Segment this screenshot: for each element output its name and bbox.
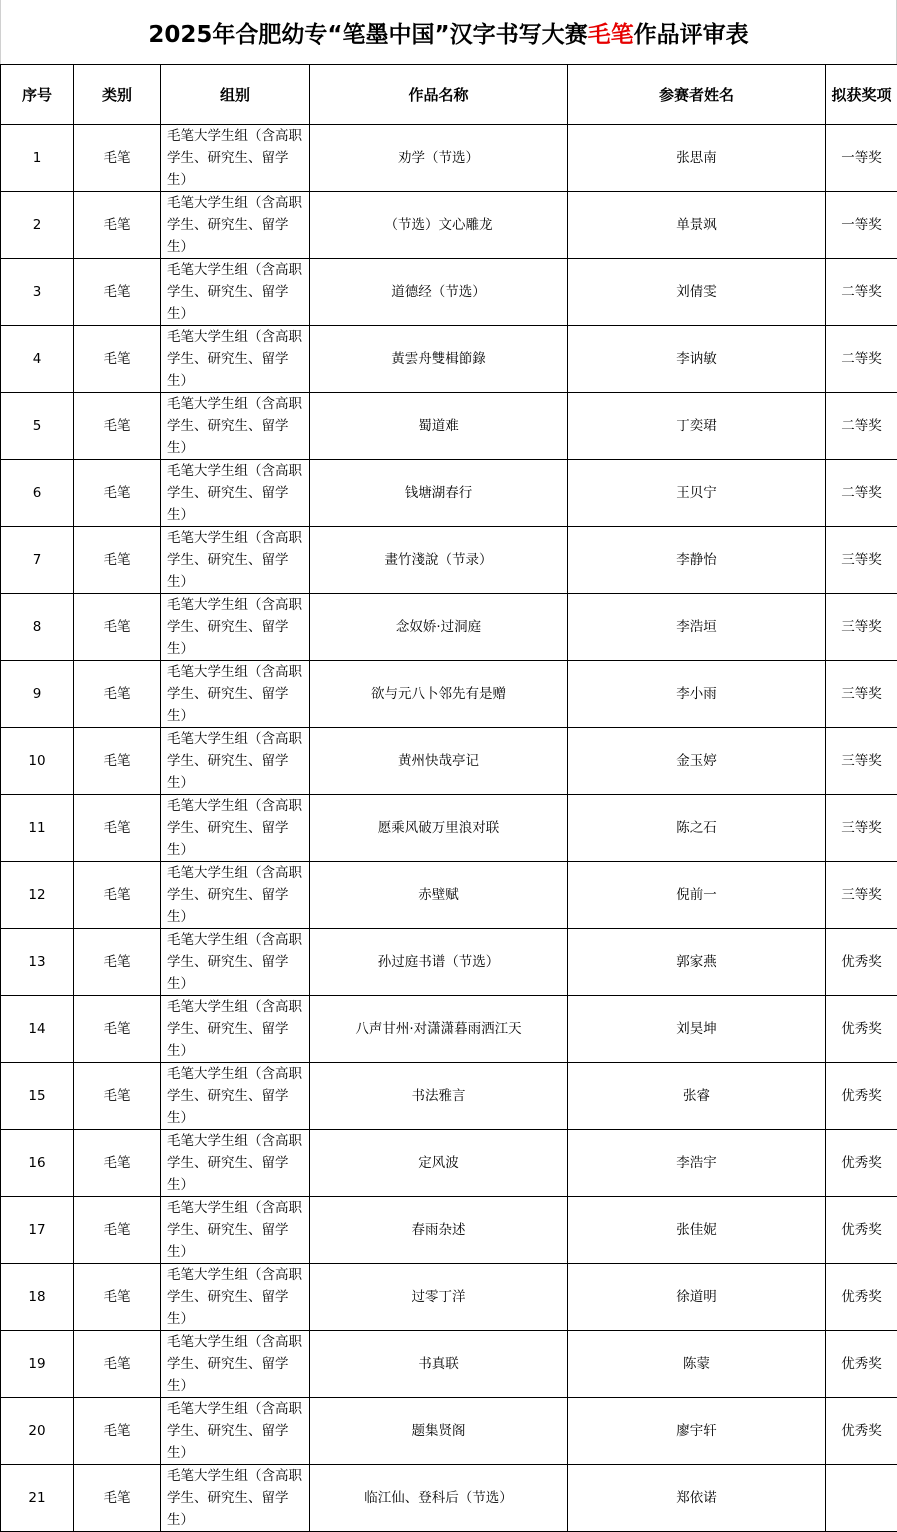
cell-type: 毛笔	[74, 661, 161, 728]
cell-no: 8	[1, 594, 74, 661]
cell-name: 张思南	[568, 125, 826, 192]
cell-name: 李浩垣	[568, 594, 826, 661]
header-type: 类别	[74, 65, 161, 125]
cell-award: 三等奖	[826, 862, 897, 929]
cell-award: 优秀奖	[826, 1197, 897, 1264]
table-row	[1, 1331, 897, 1398]
header-row	[1, 65, 897, 125]
table-row	[1, 460, 897, 527]
table-row	[1, 326, 897, 393]
cell-award: 三等奖	[826, 795, 897, 862]
cell-no: 20	[1, 1398, 74, 1465]
cell-work: （节选）文心雕龙	[310, 192, 568, 259]
cell-no: 12	[1, 862, 74, 929]
cell-award: 优秀奖	[826, 1063, 897, 1130]
cell-name: 金玉婷	[568, 728, 826, 795]
cell-name: 陈蒙	[568, 1331, 826, 1398]
cell-work: 钱塘湖春行	[310, 460, 568, 527]
header-group: 组别	[161, 65, 310, 125]
cell-award: 优秀奖	[826, 996, 897, 1063]
cell-type: 毛笔	[74, 1063, 161, 1130]
cell-work: 定风波	[310, 1130, 568, 1197]
cell-type: 毛笔	[74, 996, 161, 1063]
cell-award: 优秀奖	[826, 1398, 897, 1465]
cell-group: 毛笔大学生组（含高职学生、研究生、留学生）	[161, 1130, 310, 1197]
table-row	[1, 259, 897, 326]
cell-work: 劝学（节选）	[310, 125, 568, 192]
cell-work: 孙过庭书谱（节选）	[310, 929, 568, 996]
cell-type: 毛笔	[74, 1264, 161, 1331]
cell-type: 毛笔	[74, 1197, 161, 1264]
cell-no: 18	[1, 1264, 74, 1331]
cell-no: 3	[1, 259, 74, 326]
cell-award: 一等奖	[826, 125, 897, 192]
cell-award: 二等奖	[826, 259, 897, 326]
cell-name: 李静怡	[568, 527, 826, 594]
cell-name: 刘昊坤	[568, 996, 826, 1063]
cell-type: 毛笔	[74, 1465, 161, 1532]
cell-no: 11	[1, 795, 74, 862]
cell-group: 毛笔大学生组（含高职学生、研究生、留学生）	[161, 728, 310, 795]
cell-name: 郭家燕	[568, 929, 826, 996]
cell-group: 毛笔大学生组（含高职学生、研究生、留学生）	[161, 795, 310, 862]
cell-award: 三等奖	[826, 728, 897, 795]
cell-work: 黄州快哉亭记	[310, 728, 568, 795]
cell-name: 李浩宇	[568, 1130, 826, 1197]
table-row	[1, 594, 897, 661]
cell-award: 三等奖	[826, 661, 897, 728]
table-row	[1, 929, 897, 996]
cell-group: 毛笔大学生组（含高职学生、研究生、留学生）	[161, 1063, 310, 1130]
cell-award: 优秀奖	[826, 929, 897, 996]
table-row	[1, 728, 897, 795]
cell-type: 毛笔	[74, 728, 161, 795]
cell-work: 念奴娇·过洞庭	[310, 594, 568, 661]
cell-award	[826, 1465, 897, 1532]
cell-no: 21	[1, 1465, 74, 1532]
cell-type: 毛笔	[74, 594, 161, 661]
cell-type: 毛笔	[74, 795, 161, 862]
cell-work: 题集贤阁	[310, 1398, 568, 1465]
cell-type: 毛笔	[74, 326, 161, 393]
cell-award: 三等奖	[826, 594, 897, 661]
header-name: 参赛者姓名	[568, 65, 826, 125]
cell-group: 毛笔大学生组（含高职学生、研究生、留学生）	[161, 326, 310, 393]
header-no: 序号	[1, 65, 74, 125]
cell-no: 5	[1, 393, 74, 460]
cell-no: 7	[1, 527, 74, 594]
cell-work: 蜀道难	[310, 393, 568, 460]
cell-work: 道德经（节选）	[310, 259, 568, 326]
cell-name: 王贝宁	[568, 460, 826, 527]
cell-type: 毛笔	[74, 1398, 161, 1465]
table-row	[1, 393, 897, 460]
cell-work: 畫竹淺說（节录）	[310, 527, 568, 594]
cell-no: 13	[1, 929, 74, 996]
cell-group: 毛笔大学生组（含高职学生、研究生、留学生）	[161, 1264, 310, 1331]
cell-type: 毛笔	[74, 460, 161, 527]
cell-award: 优秀奖	[826, 1264, 897, 1331]
cell-no: 17	[1, 1197, 74, 1264]
cell-no: 14	[1, 996, 74, 1063]
cell-name: 郑依诺	[568, 1465, 826, 1532]
cell-award: 三等奖	[826, 527, 897, 594]
cell-no: 2	[1, 192, 74, 259]
table-row	[1, 527, 897, 594]
table-row	[1, 661, 897, 728]
cell-type: 毛笔	[74, 1331, 161, 1398]
cell-award: 二等奖	[826, 460, 897, 527]
cell-name: 陈之石	[568, 795, 826, 862]
title-highlight: 毛笔	[588, 16, 634, 49]
cell-group: 毛笔大学生组（含高职学生、研究生、留学生）	[161, 661, 310, 728]
title-prefix: 2025年合肥幼专“笔墨中国”汉字书写大赛	[148, 16, 587, 49]
cell-group: 毛笔大学生组（含高职学生、研究生、留学生）	[161, 594, 310, 661]
cell-name: 徐道明	[568, 1264, 826, 1331]
table-row	[1, 1130, 897, 1197]
table-row	[1, 862, 897, 929]
cell-work: 欲与元八卜邻先有是赠	[310, 661, 568, 728]
table-row	[1, 1398, 897, 1465]
cell-group: 毛笔大学生组（含高职学生、研究生、留学生）	[161, 862, 310, 929]
cell-work: 黃雲舟雙楫節錄	[310, 326, 568, 393]
cell-work: 赤壁赋	[310, 862, 568, 929]
cell-type: 毛笔	[74, 125, 161, 192]
title-suffix: 作品评审表	[634, 16, 749, 49]
cell-award: 优秀奖	[826, 1331, 897, 1398]
cell-no: 6	[1, 460, 74, 527]
cell-group: 毛笔大学生组（含高职学生、研究生、留学生）	[161, 527, 310, 594]
table-row	[1, 192, 897, 259]
table-row	[1, 1197, 897, 1264]
cell-type: 毛笔	[74, 259, 161, 326]
cell-group: 毛笔大学生组（含高职学生、研究生、留学生）	[161, 125, 310, 192]
page-title	[0, 0, 897, 64]
table-row	[1, 795, 897, 862]
cell-name: 刘倩雯	[568, 259, 826, 326]
cell-name: 丁奕珺	[568, 393, 826, 460]
table-row	[1, 125, 897, 192]
header-work: 作品名称	[310, 65, 568, 125]
cell-name: 廖宇轩	[568, 1398, 826, 1465]
table-row	[1, 1063, 897, 1130]
cell-name: 李小雨	[568, 661, 826, 728]
cell-type: 毛笔	[74, 1130, 161, 1197]
cell-no: 10	[1, 728, 74, 795]
cell-work: 书真联	[310, 1331, 568, 1398]
cell-name: 倪前一	[568, 862, 826, 929]
cell-no: 1	[1, 125, 74, 192]
cell-work: 八声甘州·对潇潇暮雨洒江天	[310, 996, 568, 1063]
cell-no: 15	[1, 1063, 74, 1130]
cell-group: 毛笔大学生组（含高职学生、研究生、留学生）	[161, 1398, 310, 1465]
cell-name: 张佳妮	[568, 1197, 826, 1264]
review-table	[0, 64, 897, 1532]
cell-name: 李讷敏	[568, 326, 826, 393]
cell-group: 毛笔大学生组（含高职学生、研究生、留学生）	[161, 1197, 310, 1264]
cell-name: 张睿	[568, 1063, 826, 1130]
cell-work: 书法雅言	[310, 1063, 568, 1130]
cell-award: 二等奖	[826, 393, 897, 460]
cell-group: 毛笔大学生组（含高职学生、研究生、留学生）	[161, 929, 310, 996]
cell-group: 毛笔大学生组（含高职学生、研究生、留学生）	[161, 393, 310, 460]
cell-name: 单景飒	[568, 192, 826, 259]
cell-work: 过零丁洋	[310, 1264, 568, 1331]
cell-type: 毛笔	[74, 393, 161, 460]
cell-type: 毛笔	[74, 929, 161, 996]
cell-no: 19	[1, 1331, 74, 1398]
table-row	[1, 1264, 897, 1331]
cell-group: 毛笔大学生组（含高职学生、研究生、留学生）	[161, 259, 310, 326]
cell-group: 毛笔大学生组（含高职学生、研究生、留学生）	[161, 460, 310, 527]
cell-group: 毛笔大学生组（含高职学生、研究生、留学生）	[161, 1331, 310, 1398]
header-award: 拟获奖项	[826, 65, 897, 125]
cell-group: 毛笔大学生组（含高职学生、研究生、留学生）	[161, 192, 310, 259]
cell-award: 优秀奖	[826, 1130, 897, 1197]
table-row	[1, 1465, 897, 1532]
table-row	[1, 996, 897, 1063]
cell-no: 16	[1, 1130, 74, 1197]
cell-group: 毛笔大学生组（含高职学生、研究生、留学生）	[161, 996, 310, 1063]
cell-award: 二等奖	[826, 326, 897, 393]
cell-work: 愿乘风破万里浪对联	[310, 795, 568, 862]
cell-type: 毛笔	[74, 527, 161, 594]
cell-work: 临江仙、登科后（节选）	[310, 1465, 568, 1532]
cell-work: 春雨杂述	[310, 1197, 568, 1264]
cell-group: 毛笔大学生组（含高职学生、研究生、留学生）	[161, 1465, 310, 1532]
cell-no: 4	[1, 326, 74, 393]
cell-type: 毛笔	[74, 862, 161, 929]
cell-no: 9	[1, 661, 74, 728]
cell-type: 毛笔	[74, 192, 161, 259]
cell-award: 一等奖	[826, 192, 897, 259]
